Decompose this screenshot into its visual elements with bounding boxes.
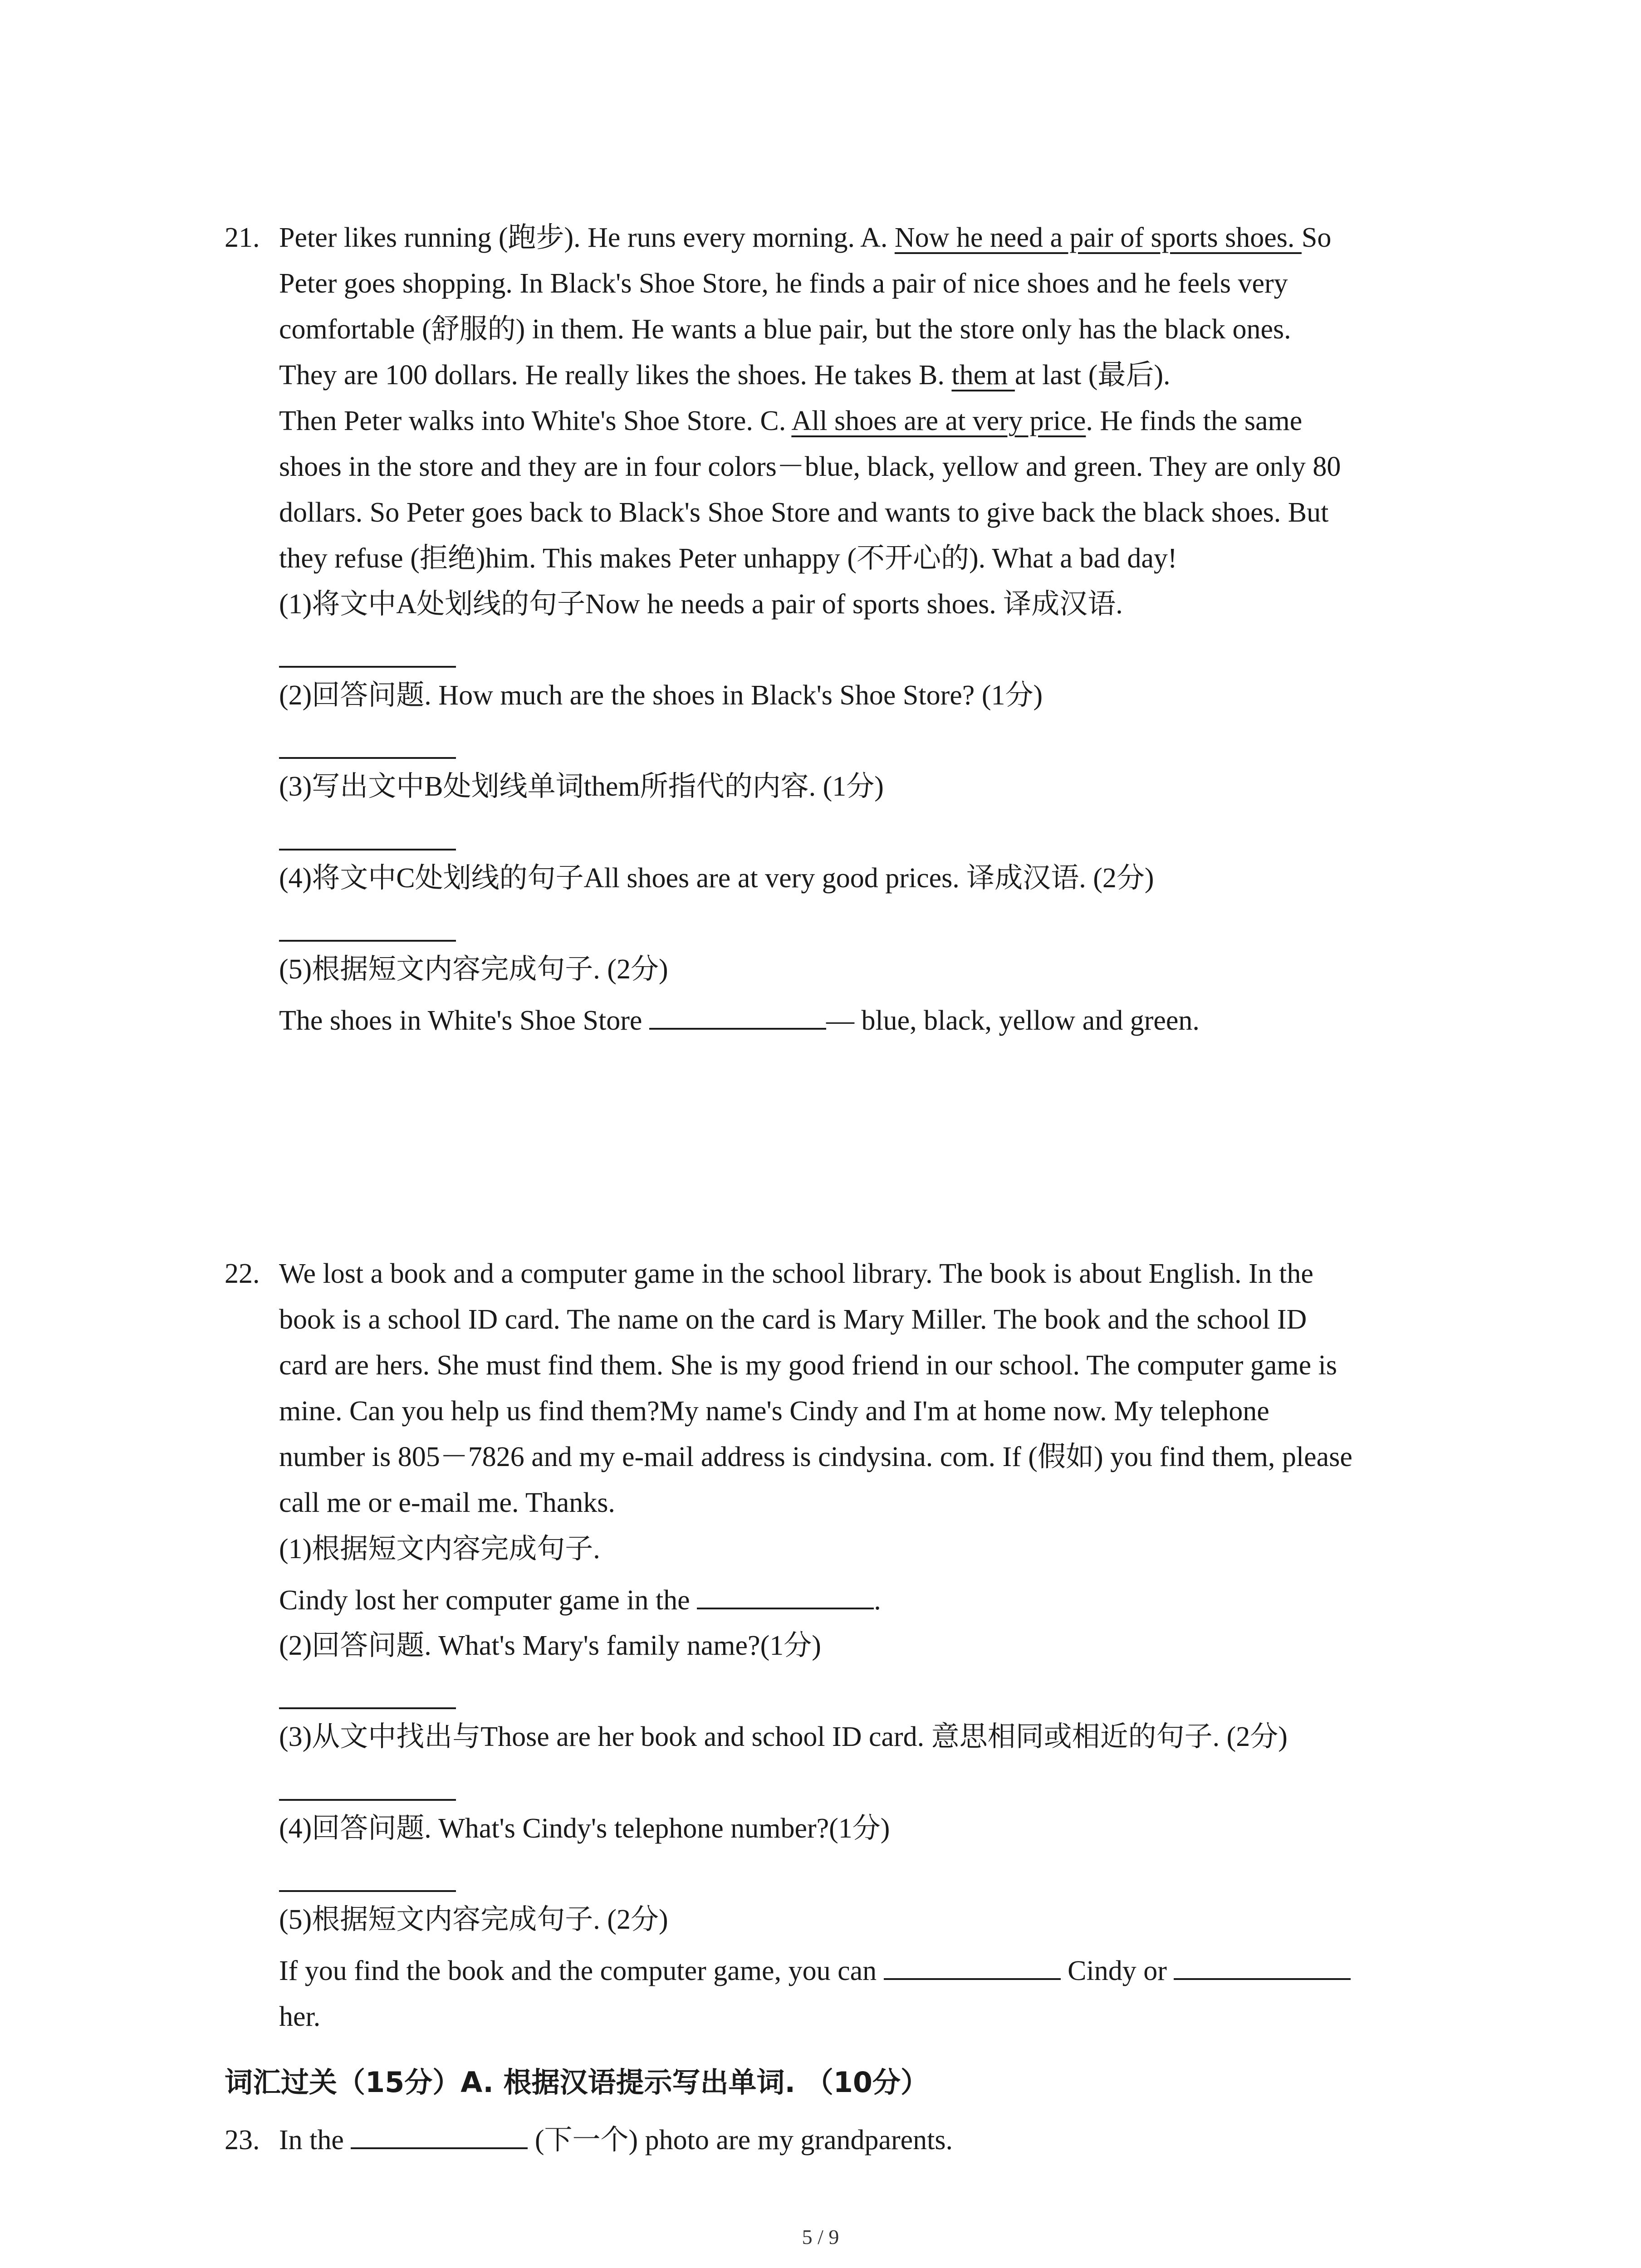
passage-line: number is 805－7826 and my e-mail address is cindysina. com. If (假如) you find them, please xyxy=(279,1442,1352,1472)
sub-question: (1)根据短文内容完成句子. xyxy=(279,1534,600,1564)
sub-question: (3)从文中找出与Those are her book and school ID card. 意思相同或相近的句子. (2分) xyxy=(279,1721,1288,1752)
answer-blank[interactable] xyxy=(884,1952,1061,1980)
passage-text: . He finds the same xyxy=(1086,406,1303,436)
passage-text: Then Peter walks into White's Shoe Store. C. xyxy=(279,406,792,436)
underlined-phrase: All shoes are at very price xyxy=(791,406,1086,436)
fill-in-sentence xyxy=(279,2117,953,2163)
answer-line[interactable] xyxy=(279,757,456,759)
sub-question: (2)回答问题. What's Mary's family name?(1分) xyxy=(279,1630,821,1661)
reading-passage xyxy=(279,215,1341,582)
passage-text: dollars. So Peter goes back to Black's Shoe Store and wants to give back the black shoes. But xyxy=(279,497,1329,528)
sentence-text: Cindy or xyxy=(1060,1955,1174,1986)
question-number: 22. xyxy=(225,1258,260,1289)
passage-text: at last (最后). xyxy=(1014,360,1171,391)
sentence-text: (下一个) photo are my grandparents. xyxy=(528,2125,953,2156)
sub-question: (3)写出文中B处划线单词them所指代的内容. (1分) xyxy=(279,771,884,802)
fill-in-sentence xyxy=(279,1948,1351,1994)
sub-question: (5)根据短文内容完成句子. (2分) xyxy=(279,1904,668,1935)
sub-question: (2)回答问题. How much are the shoes in Black's Shoe Store? (1分) xyxy=(279,680,1043,711)
question-number: 21. xyxy=(225,222,260,253)
sub-question: (1)将文中A处划线的句子Now he needs a pair of sports shoes. 译成汉语. xyxy=(279,589,1123,620)
passage-text: they refuse (拒绝)him. This makes Peter unhappy (不开心的). What a bad day! xyxy=(279,543,1177,574)
passage-text: Peter goes shopping. In Black's Shoe Store, he finds a pair of nice shoes and he feels very xyxy=(279,268,1288,299)
passage-text: Peter likes running (跑步). He runs every morning. A. xyxy=(279,222,895,253)
sentence-text: The shoes in White's Shoe Store xyxy=(279,1005,649,1036)
passage-line xyxy=(279,261,1341,307)
sentence-text: her. xyxy=(279,2001,321,2032)
answer-blank[interactable] xyxy=(1174,1952,1351,1980)
sentence-text: If you find the book and the computer game, you can xyxy=(279,1955,884,1986)
passage-line: mine. Can you help us find them?My name's Cindy and I'm at home now. My telephone xyxy=(279,1396,1269,1427)
fill-in-sentence xyxy=(279,1578,881,1623)
passage-text: comfortable (舒服的) in them. He wants a blue pair, but the store only has the black ones. xyxy=(279,314,1291,345)
passage-line xyxy=(279,215,1341,261)
passage-line: call me or e-mail me. Thanks. xyxy=(279,1487,615,1518)
answer-blank[interactable] xyxy=(697,1581,874,1609)
underlined-phrase: Now he need a pair of sports shoes. xyxy=(894,222,1302,253)
passage-line xyxy=(279,490,1341,536)
passage-text: They are 100 dollars. He really likes the shoes. He takes B. xyxy=(279,360,952,391)
passage-line xyxy=(279,398,1341,444)
passage-text: So xyxy=(1301,222,1332,253)
sentence-text: . xyxy=(874,1585,881,1616)
passage-line xyxy=(279,352,1341,398)
answer-line[interactable] xyxy=(279,940,456,942)
reading-passage xyxy=(279,1251,1352,1526)
sentence-text: In the xyxy=(279,2125,351,2156)
answer-line[interactable] xyxy=(279,1890,456,1892)
page-number: 5 / 9 xyxy=(802,2225,839,2248)
sentence-text: — blue, black, yellow and green. xyxy=(826,1005,1200,1036)
underlined-phrase: them xyxy=(951,360,1015,391)
passage-line: We lost a book and a computer game in the school library. The book is about English. In the xyxy=(279,1258,1313,1289)
passage-line xyxy=(279,444,1341,490)
sentence-text: Cindy lost her computer game in the xyxy=(279,1585,697,1616)
passage-line: card are hers. She must find them. She is my good friend in our school. The computer game is xyxy=(279,1350,1337,1381)
section-title: 词汇过关（15分）A. 根据汉语提示写出单词. （10分） xyxy=(225,2066,929,2099)
passage-line xyxy=(279,536,1341,582)
answer-line[interactable] xyxy=(279,666,456,668)
passage-text: shoes in the store and they are in four colors－blue, black, yellow and green. They are only 80 xyxy=(279,451,1341,482)
question-number: 23. xyxy=(225,2125,260,2156)
answer-line[interactable] xyxy=(279,1707,456,1709)
answer-line[interactable] xyxy=(279,849,456,850)
sub-question: (4)将文中C处划线的句子All shoes are at very good prices. 译成汉语. (2分) xyxy=(279,863,1154,894)
passage-line xyxy=(279,307,1341,352)
sub-question: (4)回答问题. What's Cindy's telephone number?(1分) xyxy=(279,1813,890,1844)
answer-blank[interactable] xyxy=(649,1002,826,1030)
sub-question: (5)根据短文内容完成句子. (2分) xyxy=(279,954,668,985)
fill-in-sentence xyxy=(279,998,1200,1044)
answer-line[interactable] xyxy=(279,1799,456,1801)
answer-blank[interactable] xyxy=(351,2121,528,2149)
passage-line: book is a school ID card. The name on the card is Mary Miller. The book and the school ID xyxy=(279,1304,1307,1335)
